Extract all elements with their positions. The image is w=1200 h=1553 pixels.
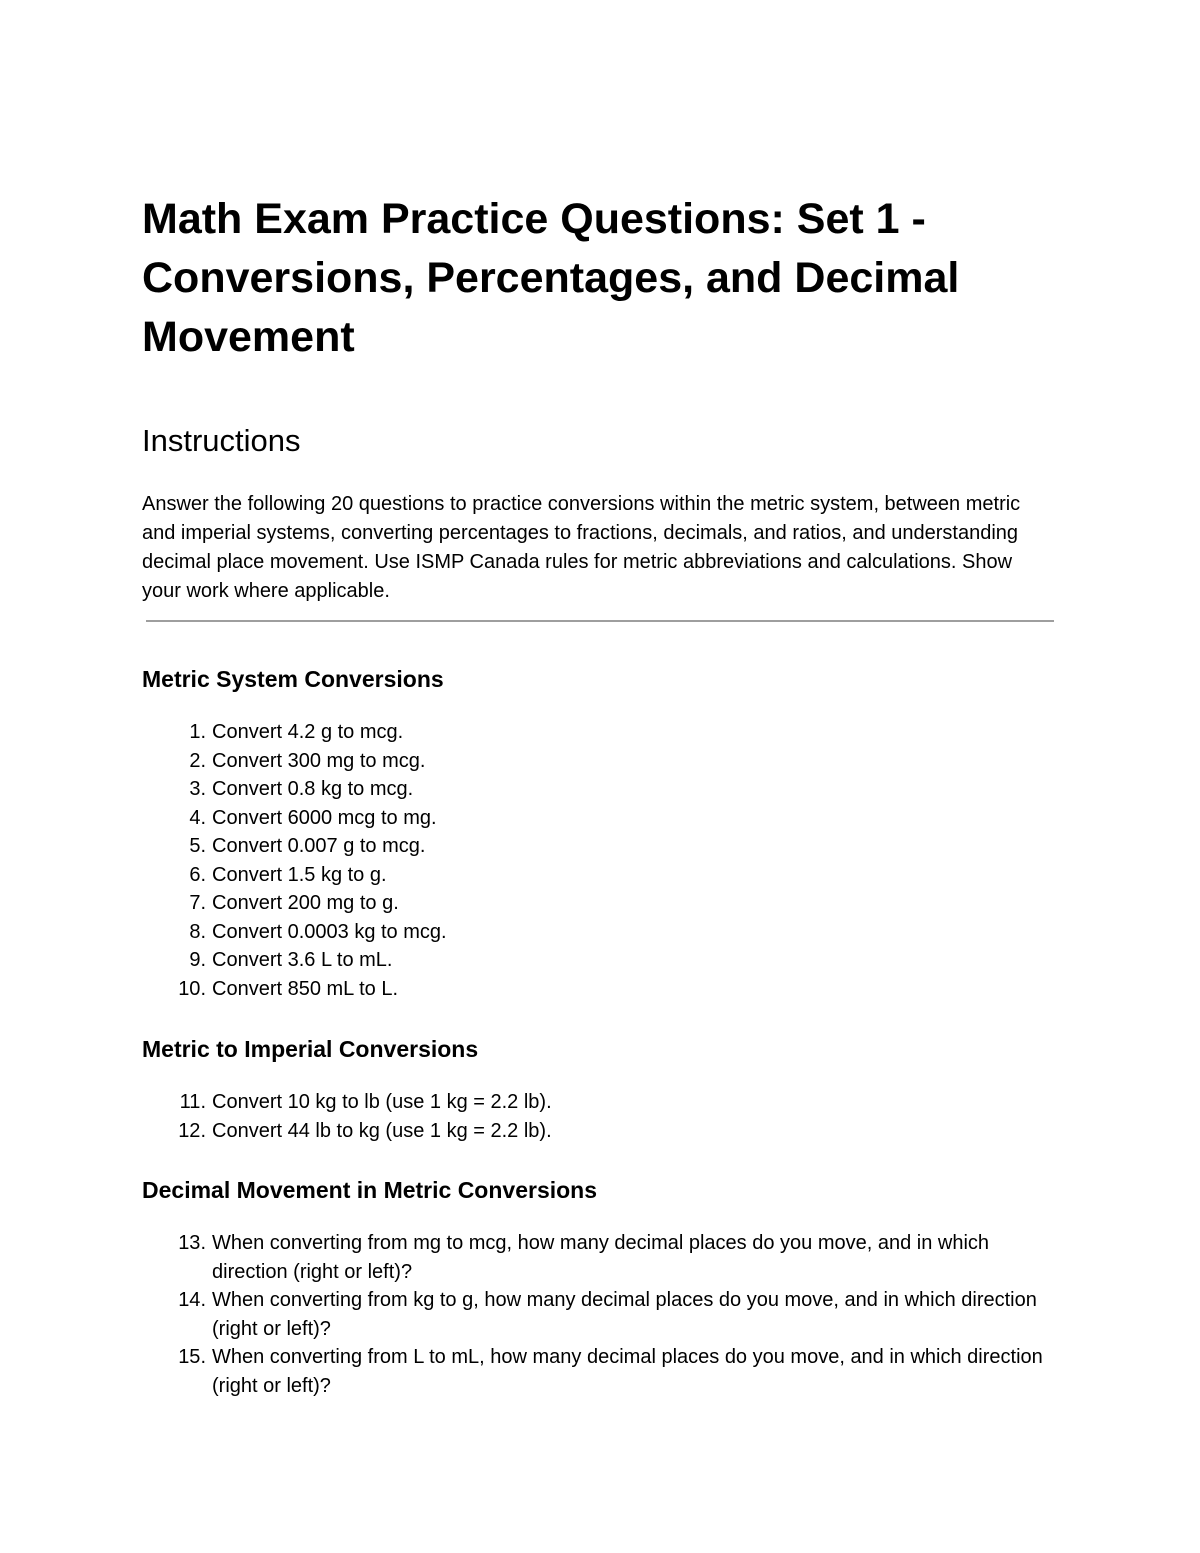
question-text: Convert 10 kg to lb (use 1 kg = 2.2 lb). <box>212 1091 552 1113</box>
question-number: 10 . <box>142 975 206 1004</box>
section-heading: Metric to Imperial Conversions <box>142 1036 479 1062</box>
question-number: 1 . <box>142 718 206 747</box>
question-number: 3 . <box>142 775 206 804</box>
question-list <box>142 1088 1062 1145</box>
question-item <box>142 832 1062 861</box>
question-number: 6 . <box>142 861 206 890</box>
question-item <box>142 718 1062 747</box>
question-text: Convert 0.0003 kg to mcg. <box>212 920 447 943</box>
question-text: Convert 6000 mcg to mg. <box>212 806 437 829</box>
section-metric-to-imperial <box>142 1034 1062 1145</box>
question-number: 2 . <box>142 747 206 776</box>
question-item <box>142 1286 1062 1343</box>
instructions-body: Answer the following 20 questions to practice conversions within the metric system, between metric and imperial systems, converting percentages to fractions, decimals, and ratios, and understanding decimal place movement. Use ISMP Canada rules for metric abbreviations and calculations. Show your work where applicable. <box>142 493 1021 602</box>
instructions-heading: Instructions <box>142 423 301 458</box>
question-text: Convert 1.5 kg to g. <box>212 863 387 886</box>
question-item <box>142 1343 1062 1400</box>
question-text: Convert 44 lb to kg (use 1 kg = 2.2 lb). <box>212 1119 552 1142</box>
question-text: When converting from mg to mcg, how many decimal places do you move, and in which direction (right or left)? <box>212 1232 990 1283</box>
question-number: 15 . <box>142 1343 206 1372</box>
question-text: When converting from L to mL, how many decimal places do you move, and in which direction (right or left)? <box>212 1346 1043 1397</box>
question-list <box>142 718 1062 1003</box>
question-number: 8 . <box>142 918 206 947</box>
question-number: 4 . <box>142 804 206 833</box>
question-text: Convert 0.8 kg to mcg. <box>212 778 414 800</box>
question-item <box>142 1117 1062 1146</box>
question-number: 5 . <box>142 832 206 861</box>
question-text: Convert 3.6 L to mL. <box>212 949 393 971</box>
question-item <box>142 918 1062 947</box>
question-number: 13 . <box>142 1229 206 1258</box>
question-item <box>142 975 1062 1004</box>
question-number: 7 . <box>142 889 206 918</box>
question-number: 11 . <box>142 1088 206 1117</box>
question-text: Convert 0.007 g to mcg. <box>212 835 426 857</box>
section-heading: Decimal Movement in Metric Conversions <box>142 1177 598 1203</box>
question-text: Convert 850 mL to L. <box>212 977 399 1000</box>
section-divider <box>146 620 1054 622</box>
question-text: When converting from kg to g, how many decimal places do you move, and in which direction (right or left)? <box>212 1289 1037 1340</box>
question-item <box>142 804 1062 833</box>
question-text: Convert 200 mg to g. <box>212 892 399 914</box>
question-item <box>142 1229 1062 1286</box>
question-item <box>142 1088 1062 1117</box>
question-item <box>142 889 1062 918</box>
question-text: Convert 300 mg to mcg. <box>212 749 426 772</box>
question-number: 12 . <box>142 1117 206 1146</box>
section-decimal-movement <box>142 1175 1062 1400</box>
document-page <box>142 190 1062 1397</box>
question-item <box>142 861 1062 890</box>
question-number: 9 . <box>142 946 206 975</box>
question-item <box>142 946 1062 975</box>
question-text: Convert 4.2 g to mcg. <box>212 721 404 743</box>
section-heading: Metric System Conversions <box>142 666 444 692</box>
document-title: Math Exam Practice Questions: Set 1 - Conversions, Percentages, and Decimal Movement <box>142 195 960 361</box>
question-item <box>142 747 1062 776</box>
question-item <box>142 775 1062 804</box>
question-list <box>142 1229 1062 1400</box>
question-number: 14 . <box>142 1286 206 1315</box>
section-metric-system <box>142 664 1062 1003</box>
